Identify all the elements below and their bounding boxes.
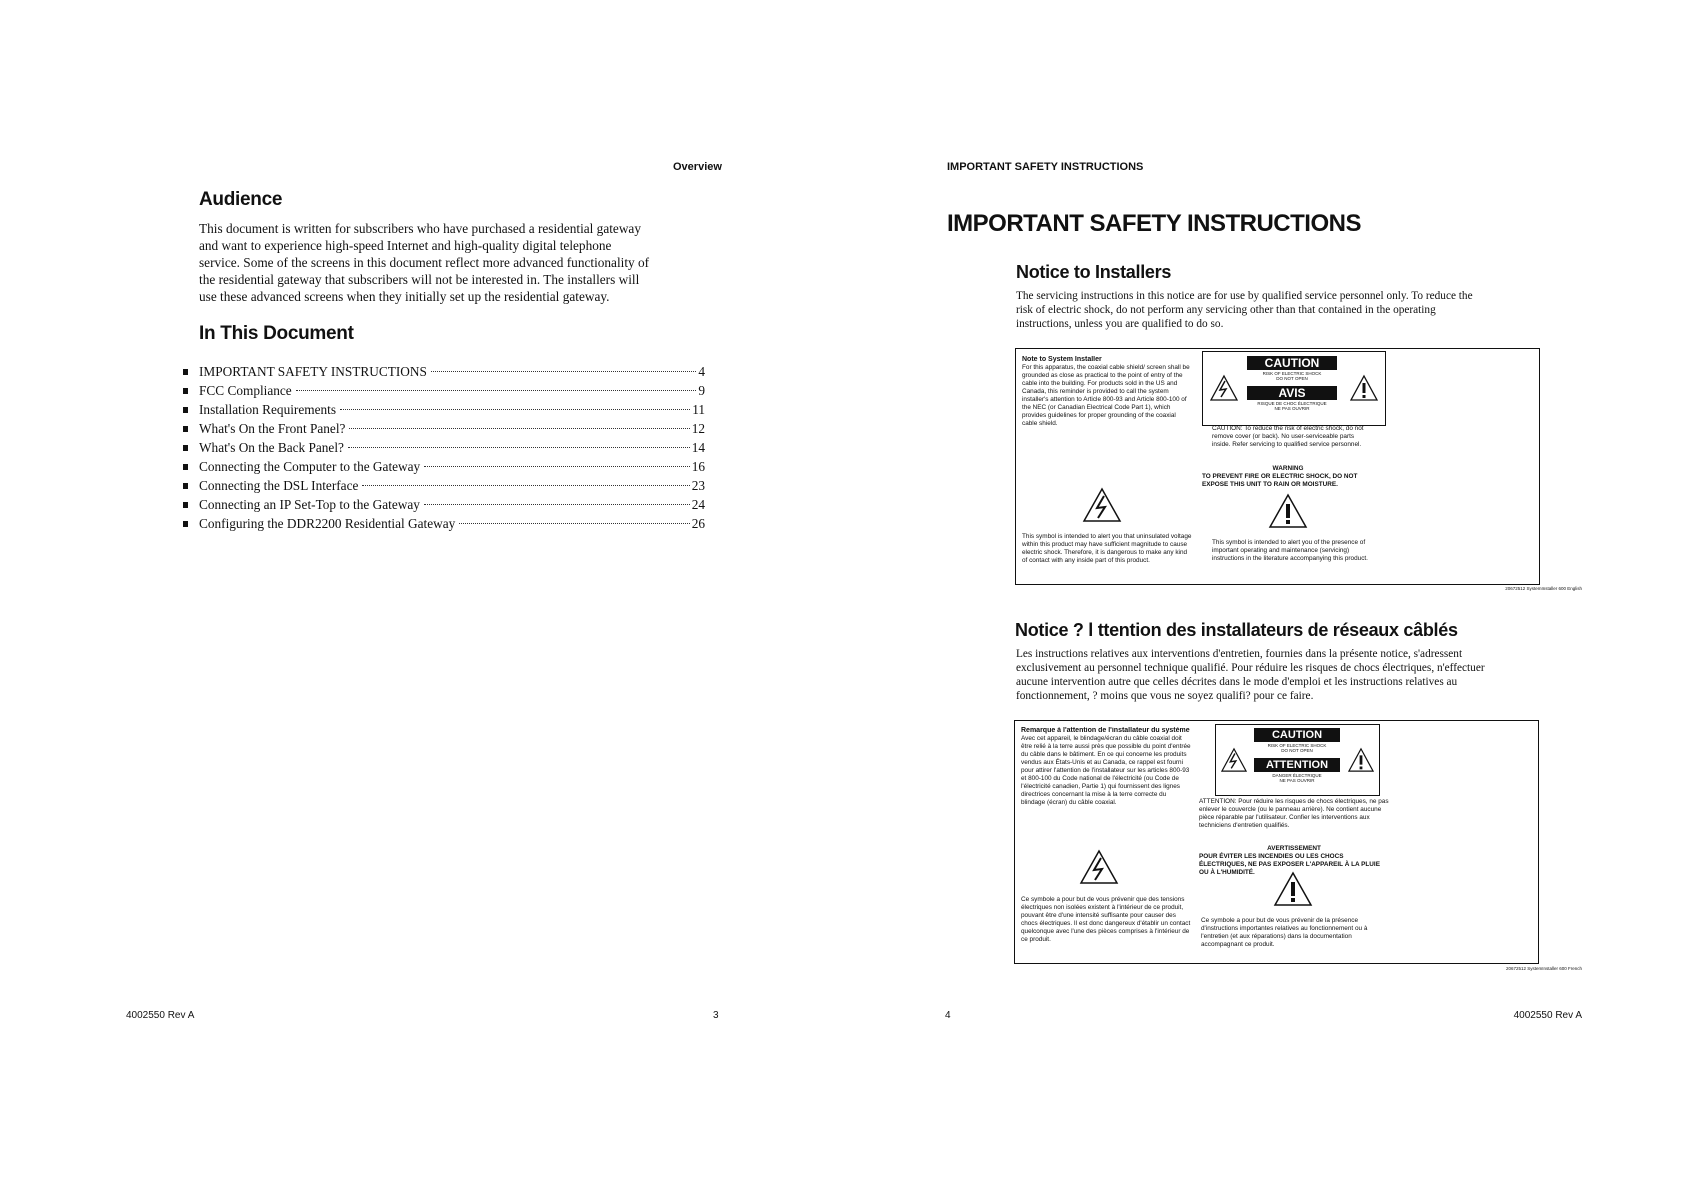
audience-heading: Audience: [199, 189, 283, 210]
toc-item-page: 14: [691, 440, 705, 455]
caution-attention-sticker: [1215, 724, 1380, 796]
toc-item-page: 24: [691, 497, 705, 512]
notice-line: instructions, unless you are qualified to do so.: [1016, 318, 1224, 330]
exclamation-warning-icon: [1273, 871, 1313, 907]
toc-item[interactable]: [199, 476, 705, 495]
notice-line: risk of electric shock, do not perform any servicing other than that contained in the operating: [1016, 304, 1436, 316]
toc-item-title: Connecting the DSL Interface: [199, 478, 359, 493]
toc-item[interactable]: [199, 457, 705, 476]
french-heading: Notice ? l ttention des installateurs de réseaux câblés: [1015, 620, 1458, 640]
leader-dots: [459, 523, 689, 524]
toc-item-title: FCC Compliance: [199, 383, 292, 398]
leader-dots: [340, 409, 690, 410]
leader-dots: [424, 504, 690, 505]
toc-item[interactable]: [199, 495, 705, 514]
leader-dots: [296, 390, 697, 391]
caution-avis-sticker: [1202, 351, 1386, 426]
caution-sub-label: [1247, 371, 1337, 381]
french-label-caption: 20672512 SystemInstaller 600 French: [1505, 966, 1582, 971]
toc-item-title: What's On the Front Panel?: [199, 421, 346, 436]
english-safety-label: [1015, 348, 1540, 585]
notice-paragraph: [1016, 289, 1576, 331]
toc-item-page: 26: [691, 516, 705, 531]
label-right-caution-text: CAUTION: To reduce the risk of electric shock, do not remove cover (or back). No user-serviceable parts inside. Refer servicing to qualified service personnel.: [1212, 425, 1364, 448]
leader-dots: [348, 447, 690, 448]
bullet-icon: [183, 483, 188, 489]
leader-dots: [431, 371, 696, 372]
toc-heading: In This Document: [199, 323, 354, 344]
bullet-icon: [183, 407, 188, 413]
bullet-icon: [183, 369, 188, 375]
label-left-body: Avec cet appareil, le blindage/écran du câble coaxial doit être relié à la terre aussi près que possible du point d'entrée du câble dans le bâtiment. En ce qui concerne les produits vendus aux États-Unis et au Canada, ce rappel est fourni pour attirer l'attention de l'installateur sur les articles 800-93 et 800-100 du Code national de l'électricité (ou Code de l'électricité canadien, Partie 1) qui fournissent des lignes directrices concernant la mise à la terre correcte du blindage (écran) du câble coaxial.: [1021, 735, 1191, 806]
french-line: Les instructions relatives aux interventions d'entretien, fournies dans la présente notice, s'adressent: [1016, 648, 1463, 660]
french-line: fonctionnement, ? moins que vous ne soyez qualifi? pour ce faire.: [1016, 690, 1314, 702]
french-paragraph: [1016, 647, 1576, 703]
lightning-warning-icon: [1079, 849, 1119, 885]
label-left-text: [1022, 356, 1192, 461]
caution-sub2: DO NOT OPEN: [1276, 376, 1308, 381]
lightning-warning-icon: [1209, 374, 1239, 402]
lightning-warning-icon: [1082, 487, 1122, 523]
bullet-icon: [183, 445, 188, 451]
bullet-icon: [183, 426, 188, 432]
audience-line: service. Some of the screens in this document reflect more advanced functionality of: [199, 255, 650, 270]
french-line: aucune intervention autre que celles décrites dans le mode d'emploi et les instructions relatives au: [1016, 676, 1458, 688]
leader-dots: [362, 485, 689, 486]
toc-item[interactable]: [199, 438, 705, 457]
toc-item-page: 4: [698, 364, 705, 379]
toc-item-page: 9: [698, 383, 705, 398]
audience-line: the residential gateway that subscribers will not be interested in. The installers will: [199, 272, 640, 287]
toc-item-title: Configuring the DDR2200 Residential Gateway: [199, 516, 456, 531]
bullet-icon: [183, 388, 188, 394]
toc-item-title: Installation Requirements: [199, 402, 337, 417]
right-page: [842, 0, 1684, 1190]
page-number-left: 3: [713, 1010, 719, 1021]
caution-sub-label: [1254, 743, 1340, 753]
warning-title: AVERTISSEMENT: [1267, 845, 1321, 852]
toc-item-page: 16: [691, 459, 705, 474]
audience-line: This document is written for subscribers who have purchased a residential gateway: [199, 221, 641, 236]
label-left-title: Remarque à l'attention de l'installateur du système: [1021, 727, 1190, 734]
english-label-caption: 20672512 SystemInstaller 600 English: [1505, 586, 1582, 591]
caution-label: CAUTION: [1247, 356, 1337, 370]
toc-item[interactable]: [199, 514, 705, 533]
leader-dots: [349, 428, 689, 429]
audience-paragraph: [199, 220, 729, 305]
toc-item[interactable]: [199, 419, 705, 438]
lightning-warning-icon: [1220, 747, 1248, 773]
attention-label: ATTENTION: [1254, 758, 1340, 772]
caution-label: CAUTION: [1254, 728, 1340, 742]
audience-line: and want to experience high-speed Internet and high-quality digital telephone: [199, 238, 612, 253]
toc-item-page: 11: [692, 402, 705, 417]
running-header-right: IMPORTANT SAFETY INSTRUCTIONS: [947, 161, 1144, 173]
exclamation-warning-icon: [1347, 747, 1375, 773]
warning-title: WARNING: [1272, 465, 1304, 472]
bullet-icon: [183, 464, 188, 470]
running-header-left: Overview: [673, 161, 722, 173]
label-right-bottom-text: Ce symbole a pour but de vous prévenir de la présence d'instructions importantes relatives au fonctionnement ou à l'entretien (et aux réparations) dans la documentation accompagnant ce produit.: [1201, 917, 1368, 948]
caution-sub2: DO NOT OPEN: [1281, 748, 1313, 753]
toc-item-page: 23: [691, 478, 705, 493]
exclamation-warning-icon: [1349, 374, 1379, 402]
notice-line: The servicing instructions in this notice are for use by qualified service personnel only. To reduce the: [1016, 290, 1473, 302]
french-line: exclusivement au personnel technique qualifié. Pour réduire les risques de chocs électriques, n'effectuer: [1016, 662, 1485, 674]
page-number-right: 4: [945, 1010, 951, 1021]
toc-item-title: IMPORTANT SAFETY INSTRUCTIONS: [199, 364, 427, 379]
avis-sub1: RISQUE DE CHOC ÉLECTRIQUE: [1257, 401, 1327, 406]
toc-item[interactable]: [199, 381, 705, 400]
label-right-caution-text: ATTENTION: Pour réduire les risques de chocs électriques, ne pas enlever le couvercle (ou le panneau arrière). Ne contient aucune pièce réparable par l'utilisateur. Confier les interventions aux techniciens d'entretien qualifiés.: [1199, 798, 1389, 829]
warning-text: POUR ÉVITER LES INCENDIES OU LES CHOCS ÉLECTRIQUES, NE PAS EXPOSER L'APPAREIL À LA PLUIE OU À L'HUMIDITÉ.: [1199, 853, 1380, 876]
toc-item[interactable]: [199, 362, 705, 381]
label-left-text: [1021, 727, 1191, 852]
avis-sub2: NE PAS OUVRIR: [1274, 406, 1310, 411]
label-left-body: For this apparatus, the coaxial cable shield/ screen shall be grounded as close as practical to the point of entry of the cable into the building. For products sold in the US and Canada, this reminder is provided to call the system installer's attention to Article 800-93 and Article 800-100 of the NEC (or Canadian Electrical Code Part 1), which provides guidelines for proper grounding of the coaxial cable shield.: [1022, 364, 1190, 427]
toc-item[interactable]: [199, 400, 705, 419]
toc-item-title: What's On the Back Panel?: [199, 440, 344, 455]
caution-sub1: RISK OF ELECTRIC SHOCK: [1262, 371, 1322, 376]
warning-text: TO PREVENT FIRE OR ELECTRIC SHOCK, DO NOT EXPOSE THIS UNIT TO RAIN OR MOISTURE.: [1202, 473, 1358, 488]
bullet-icon: [183, 502, 188, 508]
notice-heading: Notice to Installers: [1016, 262, 1172, 282]
toc-item-title: Connecting an IP Set-Top to the Gateway: [199, 497, 420, 512]
exclamation-warning-icon: [1268, 493, 1308, 529]
footer-doc-number-left: 4002550 Rev A: [126, 1010, 195, 1021]
label-right-bottom-text: This symbol is intended to alert you of the presence of important operating and maintenance (servicing) instructions in the literature accompanying this product.: [1212, 539, 1368, 562]
bullet-icon: [183, 521, 188, 527]
page-title: IMPORTANT SAFETY INSTRUCTIONS: [947, 210, 1361, 237]
toc-item-page: 12: [691, 421, 705, 436]
attention-sub-label: [1254, 773, 1340, 783]
footer-doc-number-right: 4002550 Rev A: [1513, 1010, 1582, 1021]
avis-label: AVIS: [1247, 386, 1337, 400]
caution-sub1: RISK OF ELECTRIC SHOCK: [1267, 743, 1327, 748]
audience-line: use these advanced screens when they initially set up the residential gateway.: [199, 289, 610, 304]
label-left-bottom-text: Ce symbole a pour but de vous prévenir que des tensions électriques non isolées existent à l'intérieur de ce produit, pouvant être d'une intensité suffisante pour causer des chocs électriques. Il est donc dangereux d'établir un contact quelconque avec l'une des pièces comprises à l'intérieur de ce produit.: [1021, 896, 1191, 943]
attention-sub1: DANGER ÉLECTRIQUE: [1272, 773, 1322, 778]
table-of-contents: [199, 362, 705, 533]
toc-item-title: Connecting the Computer to the Gateway: [199, 459, 421, 474]
label-left-title: Note to System Installer: [1022, 356, 1102, 363]
avis-sub-label: [1247, 401, 1337, 411]
attention-sub2: NE PAS OUVRIR: [1279, 778, 1315, 783]
leader-dots: [424, 466, 690, 467]
label-left-bottom-text: This symbol is intended to alert you that uninsulated voltage within this product may have sufficient magnitude to cause electric shock. Therefore, it is dangerous to make any kind of contact with any inside part of this product.: [1022, 533, 1192, 564]
french-safety-label: [1014, 720, 1539, 964]
